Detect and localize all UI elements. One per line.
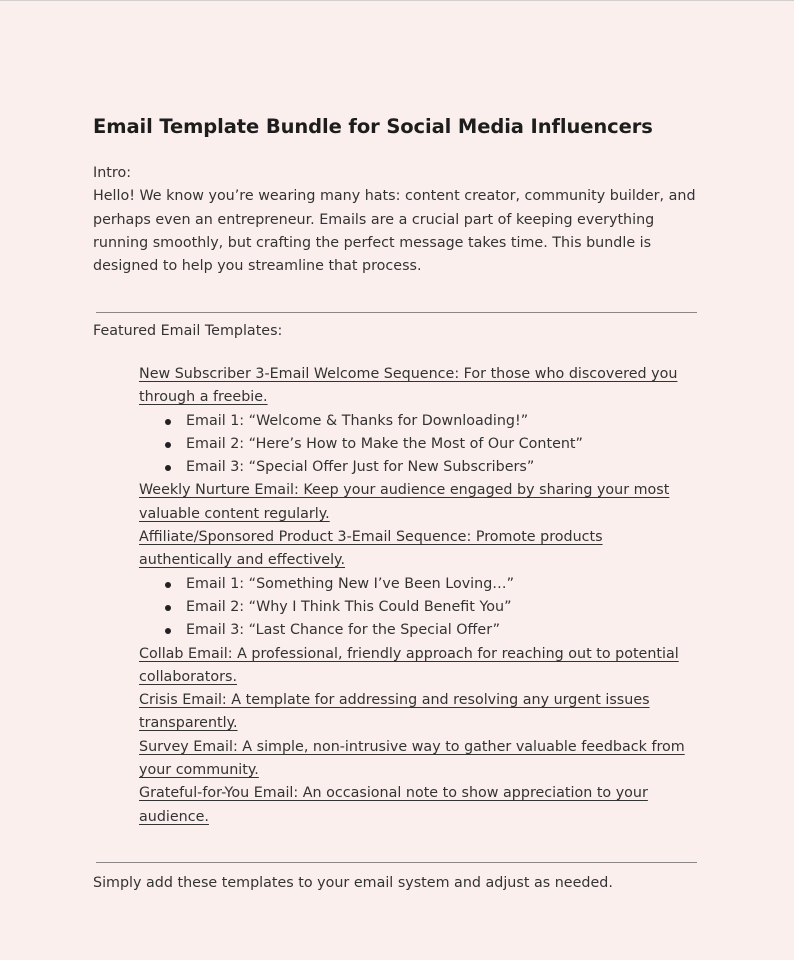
template-link[interactable]: Weekly Nurture Email: Keep your audience engaged by sharing your most valuable content regularly. xyxy=(139,482,670,522)
email-item: Email 1: “Something New I’ve Been Loving…” xyxy=(139,573,699,596)
featured-label: Featured Email Templates: xyxy=(93,323,283,339)
template-link[interactable]: Crisis Email: A template for addressing and resolving any urgent issues transparently. xyxy=(139,692,650,732)
intro-label: Intro: xyxy=(93,165,132,181)
intro-section xyxy=(93,162,703,278)
email-sequence-list xyxy=(139,410,699,480)
intro-text: Hello! We know you’re wearing many hats: content creator, community builder, and perhaps even an entrepreneur. Emails are a crucial part of keeping everything running smoothly, but crafting the perfect message takes time. This bundle is designed to help you streamline that process. xyxy=(93,188,696,275)
template-link[interactable]: New Subscriber 3-Email Welcome Sequence: For those who discovered you through a freebie. xyxy=(139,366,678,406)
closing-text: Simply add these templates to your email system and adjust as needed. xyxy=(93,875,613,891)
top-border xyxy=(0,0,794,1)
divider-bottom xyxy=(96,862,697,863)
page-title: Email Template Bundle for Social Media Influencers xyxy=(93,115,653,138)
divider-top xyxy=(96,312,697,313)
email-sequence-list xyxy=(139,573,699,643)
email-item: Email 2: “Here’s How to Make the Most of Our Content” xyxy=(139,433,699,456)
email-item: Email 3: “Last Chance for the Special Offer” xyxy=(139,619,699,642)
template-link[interactable]: Survey Email: A simple, non-intrusive way to gather valuable feedback from your community. xyxy=(139,738,685,779)
template-link[interactable]: Grateful-for-You Email: An occasional note to show appreciation to your audience. xyxy=(139,785,648,825)
template-link[interactable]: Affiliate/Sponsored Product 3-Email Sequence: Promote products authentically and effectively. xyxy=(139,529,603,569)
email-item: Email 1: “Welcome & Thanks for Downloading!” xyxy=(139,410,699,433)
document-body xyxy=(93,113,703,278)
template-list xyxy=(139,363,699,829)
template-link[interactable]: Collab Email: A professional, friendly approach for reaching out to potential collaborators. xyxy=(139,645,679,685)
email-item: Email 3: “Special Offer Just for New Subscribers” xyxy=(139,456,699,479)
email-item: Email 2: “Why I Think This Could Benefit You” xyxy=(139,596,699,619)
